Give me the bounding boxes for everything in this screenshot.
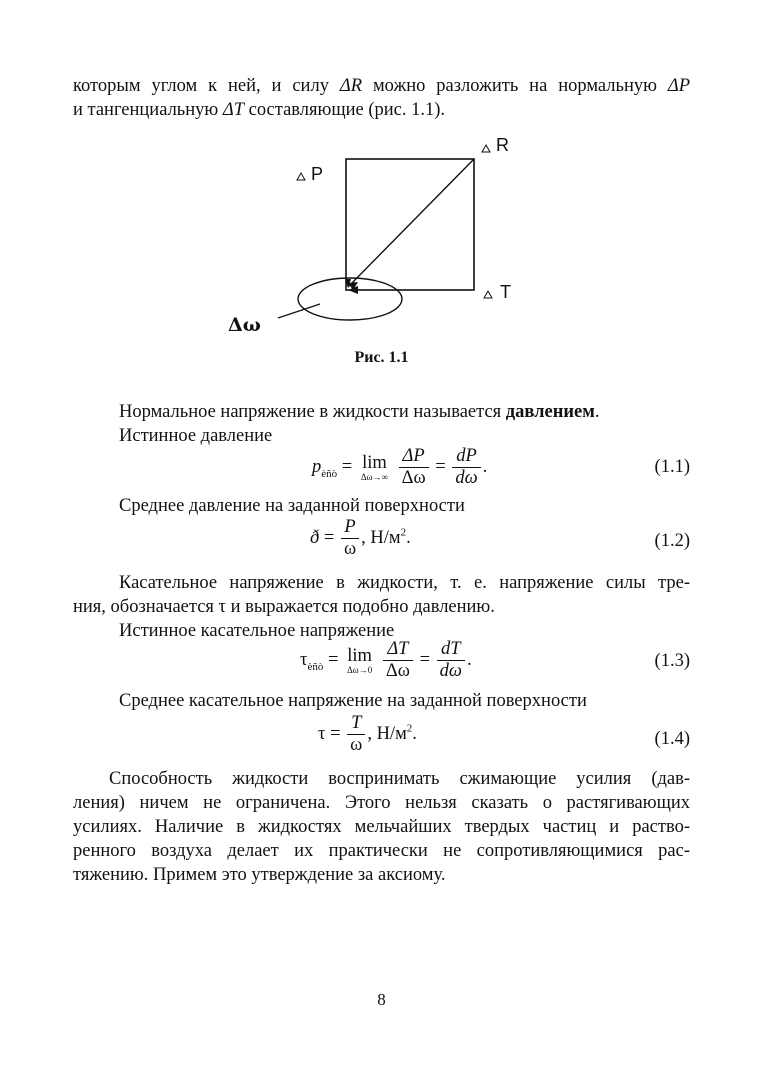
eq4-den: ω [350,735,363,755]
eq1-num1: ΔP [399,446,429,468]
eq2-unit-sup: 2 [400,526,407,539]
delta-p-symbol: ΔP [667,76,691,96]
eq1-sub: èñò [321,467,338,480]
p1-end: . [594,402,600,422]
term-pressure: давлением [505,402,595,422]
intro-text-4: составляющие (рис. 1.1). [244,100,445,120]
eq1-lim-under: Δω→∞ [360,471,388,482]
eq1-eq2: = [435,456,446,477]
eq4-unit: , Н/м [367,723,407,744]
eq1-end: . [482,456,488,477]
equation-number-1-2: (1.2) [654,531,690,551]
paragraph-true-pressure: Истинное давление [119,426,273,446]
delta-icon-p [297,173,305,180]
eq3-eq2: = [419,649,430,670]
label-r: R [496,135,509,155]
intro-text-3: и тангенциальную [73,100,223,120]
eq1-var: p [312,456,322,477]
intro-line-2 [73,98,445,122]
delta-t-symbol: ΔT [222,100,244,120]
eq3-end: . [466,649,472,670]
label-omega: Δω [228,314,261,336]
paragraph-true-shear: Истинное касательное напряжение [119,621,395,641]
paragraph-axiom-line-5: тяжению. Примем это утверждение за аксиому. [73,865,446,885]
intro-text-1: которым углом к ней, и силу [73,76,340,96]
eq3-den2: dω [439,661,462,681]
eq3-num2: dT [437,639,465,661]
eq2-end: . [406,527,411,548]
figure-force-diagram [220,128,540,338]
page-number: 8 [377,990,386,1009]
paragraph-shear-line-2: ния, обозначается τ и выражается подобно давлению. [73,597,495,617]
eq1-den1: Δω [401,468,426,488]
paragraph-average-shear: Среднее касательное напряжение на заданной поверхности [119,691,587,711]
eq2-eq: = [323,527,335,548]
eq4-num: T [347,713,365,735]
eq4-unit-sup: 2 [406,722,413,735]
paragraph-normal-stress [119,400,600,424]
force-r-vector [348,159,474,287]
paragraph-axiom-line-1: Способность жидкости воспринимать сжимающие усилия (дав- [109,769,690,789]
eq2-num: P [341,517,359,539]
paragraph-axiom-line-4: ренного воздуха делает их практически не сопротивляющимися рас- [73,841,690,861]
paragraph-shear-line-1: Касательное напряжение в жидкости, т. е. напряжение силы тре- [119,573,690,593]
equation-1-4 [318,713,417,756]
p1-text: Нормальное напряжение в жидкости называется [119,402,506,422]
eq4-eq: = [330,723,341,744]
paragraph-axiom-line-3: усилиях. Наличие в жидкостях мельчайших твердых частиц и раство- [73,817,690,837]
equation-number-1-3: (1.3) [654,651,690,671]
eq3-eq: = [327,649,339,670]
eq4-var: τ [318,723,326,744]
eq2-var: ð [310,527,320,548]
eq3-lim: lim [347,645,372,666]
equation-number-1-4: (1.4) [654,729,690,749]
omega-leader-line [278,304,320,318]
eq2-den: ω [343,539,357,559]
eq3-den1: Δω [385,661,410,681]
eq3-var: τ [300,649,308,670]
equation-number-1-1: (1.1) [654,457,690,477]
equation-1-3 [300,639,472,682]
delta-icon-r [482,145,490,152]
paragraph-average-pressure: Среднее давление на заданной поверхности [119,496,465,516]
eq1-eq: = [341,456,353,477]
eq3-lim-under: Δω→0 [347,664,373,675]
delta-r-symbol: ΔR [339,76,363,96]
delta-icon-t [484,291,492,298]
eq4-end: . [412,723,417,744]
intro-text-2: можно разложить на нормальную [362,76,668,96]
paragraph-axiom-line-2: ления) ничем не ограничена. Этого нельзя сказать о растягивающих [73,793,690,813]
eq2-unit: , Н/м [361,527,401,548]
label-p: P [311,164,324,184]
intro-line-1 [73,74,690,98]
eq3-num1: ΔT [383,639,413,661]
eq1-num2: dP [452,446,480,468]
figure-caption: Рис. 1.1 [354,349,409,366]
equation-1-1 [312,446,487,489]
equation-1-2 [310,517,411,560]
eq1-lim: lim [362,452,387,473]
label-t: T [500,282,511,302]
eq1-den2: dω [455,468,478,488]
eq3-sub: èñò [307,660,324,673]
